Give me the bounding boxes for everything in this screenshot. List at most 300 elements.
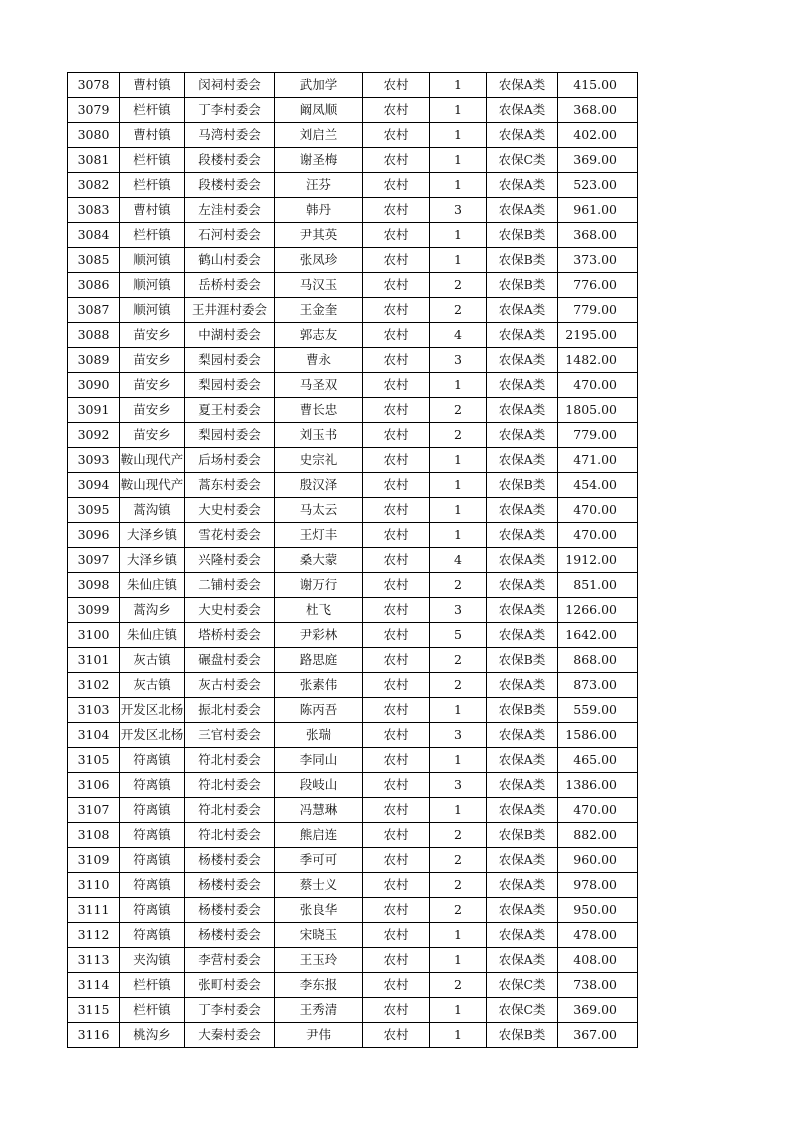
township-cell: 桃沟乡: [120, 1023, 185, 1048]
household-count-cell: 2: [430, 848, 487, 873]
insurance-class-cell: 农保A类: [487, 448, 558, 473]
household-count-cell: 2: [430, 423, 487, 448]
name-cell: 郭志友: [275, 323, 363, 348]
serial-cell: 3096: [68, 523, 120, 548]
serial-cell: 3107: [68, 798, 120, 823]
household-count-cell: 2: [430, 648, 487, 673]
table-row: [68, 973, 638, 998]
village-cell: 石河村委会: [185, 223, 275, 248]
insurance-class-cell: 农保A类: [487, 923, 558, 948]
name-cell: 王玉玲: [275, 948, 363, 973]
name-cell: 谢万行: [275, 573, 363, 598]
village-cell: 杨楼村委会: [185, 923, 275, 948]
table-row: [68, 723, 638, 748]
serial-cell: 3112: [68, 923, 120, 948]
table-body: [68, 73, 638, 1048]
area-type-cell: 农村: [363, 998, 430, 1023]
serial-cell: 3089: [68, 348, 120, 373]
township-cell: 符离镇: [120, 748, 185, 773]
area-type-cell: 农村: [363, 273, 430, 298]
township-cell: 栏杆镇: [120, 98, 185, 123]
table-row: [68, 948, 638, 973]
area-type-cell: 农村: [363, 873, 430, 898]
village-cell: 杨楼村委会: [185, 873, 275, 898]
area-type-cell: 农村: [363, 323, 430, 348]
insurance-class-cell: 农保A类: [487, 373, 558, 398]
area-type-cell: 农村: [363, 748, 430, 773]
amount-cell: 454.00: [558, 473, 638, 498]
name-cell: 季可可: [275, 848, 363, 873]
name-cell: 谢圣梅: [275, 148, 363, 173]
household-count-cell: 1: [430, 223, 487, 248]
name-cell: 曹长忠: [275, 398, 363, 423]
amount-cell: 779.00: [558, 423, 638, 448]
household-count-cell: 1: [430, 123, 487, 148]
household-count-cell: 1: [430, 923, 487, 948]
table-row: [68, 598, 638, 623]
area-type-cell: 农村: [363, 498, 430, 523]
table-row: [68, 673, 638, 698]
insurance-class-cell: 农保A类: [487, 173, 558, 198]
serial-cell: 3115: [68, 998, 120, 1023]
name-cell: 汪芬: [275, 173, 363, 198]
insurance-class-cell: 农保A类: [487, 798, 558, 823]
amount-cell: 373.00: [558, 248, 638, 273]
household-count-cell: 3: [430, 773, 487, 798]
amount-cell: 523.00: [558, 173, 638, 198]
household-count-cell: 2: [430, 398, 487, 423]
village-cell: 丁李村委会: [185, 98, 275, 123]
township-cell: 符离镇: [120, 798, 185, 823]
table-row: [68, 398, 638, 423]
insurance-class-cell: 农保B类: [487, 1023, 558, 1048]
table-row: [68, 173, 638, 198]
amount-cell: 1386.00: [558, 773, 638, 798]
table-row: [68, 448, 638, 473]
table-row: [68, 248, 638, 273]
table-row: [68, 523, 638, 548]
table-row: [68, 873, 638, 898]
township-cell: 鞍山现代产: [120, 473, 185, 498]
name-cell: 冯慧琳: [275, 798, 363, 823]
name-cell: 尹伟: [275, 1023, 363, 1048]
amount-cell: 369.00: [558, 148, 638, 173]
serial-cell: 3078: [68, 73, 120, 98]
amount-cell: 470.00: [558, 798, 638, 823]
village-cell: 段楼村委会: [185, 148, 275, 173]
insurance-class-cell: 农保A类: [487, 398, 558, 423]
name-cell: 王金奎: [275, 298, 363, 323]
amount-cell: 950.00: [558, 898, 638, 923]
area-type-cell: 农村: [363, 898, 430, 923]
village-cell: 段楼村委会: [185, 173, 275, 198]
township-cell: 苗安乡: [120, 348, 185, 373]
village-cell: 张町村委会: [185, 973, 275, 998]
amount-cell: 978.00: [558, 873, 638, 898]
township-cell: 朱仙庄镇: [120, 623, 185, 648]
amount-cell: 776.00: [558, 273, 638, 298]
village-cell: 李营村委会: [185, 948, 275, 973]
village-cell: 闵祠村委会: [185, 73, 275, 98]
village-cell: 大史村委会: [185, 598, 275, 623]
area-type-cell: 农村: [363, 698, 430, 723]
table-row: [68, 748, 638, 773]
village-cell: 二铺村委会: [185, 573, 275, 598]
name-cell: 桑大蒙: [275, 548, 363, 573]
serial-cell: 3102: [68, 673, 120, 698]
insurance-class-cell: 农保A类: [487, 498, 558, 523]
household-count-cell: 2: [430, 298, 487, 323]
area-type-cell: 农村: [363, 123, 430, 148]
table-row: [68, 223, 638, 248]
area-type-cell: 农村: [363, 723, 430, 748]
insurance-class-cell: 农保A类: [487, 98, 558, 123]
village-cell: 符北村委会: [185, 798, 275, 823]
serial-cell: 3080: [68, 123, 120, 148]
table-row: [68, 1023, 638, 1048]
name-cell: 熊启连: [275, 823, 363, 848]
insurance-class-cell: 农保B类: [487, 248, 558, 273]
village-cell: 三官村委会: [185, 723, 275, 748]
amount-cell: 2195.00: [558, 323, 638, 348]
township-cell: 蒿沟乡: [120, 598, 185, 623]
insurance-class-cell: 农保A类: [487, 723, 558, 748]
township-cell: 曹村镇: [120, 123, 185, 148]
insurance-class-cell: 农保B类: [487, 823, 558, 848]
serial-cell: 3104: [68, 723, 120, 748]
name-cell: 张素伟: [275, 673, 363, 698]
insurance-class-cell: 农保B类: [487, 273, 558, 298]
serial-cell: 3110: [68, 873, 120, 898]
area-type-cell: 农村: [363, 448, 430, 473]
insurance-class-cell: 农保A类: [487, 198, 558, 223]
table-row: [68, 823, 638, 848]
household-count-cell: 1: [430, 998, 487, 1023]
household-count-cell: 2: [430, 823, 487, 848]
township-cell: 开发区北杨: [120, 698, 185, 723]
township-cell: 灰古镇: [120, 648, 185, 673]
area-type-cell: 农村: [363, 298, 430, 323]
village-cell: 王井涯村委会: [185, 298, 275, 323]
insurance-class-cell: 农保B类: [487, 648, 558, 673]
table-row: [68, 623, 638, 648]
amount-cell: 369.00: [558, 998, 638, 1023]
township-cell: 符离镇: [120, 923, 185, 948]
table-row: [68, 473, 638, 498]
village-cell: 振北村委会: [185, 698, 275, 723]
name-cell: 王灯丰: [275, 523, 363, 548]
name-cell: 韩丹: [275, 198, 363, 223]
insurance-class-cell: 农保A类: [487, 123, 558, 148]
insurance-class-cell: 农保A类: [487, 73, 558, 98]
serial-cell: 3100: [68, 623, 120, 648]
serial-cell: 3101: [68, 648, 120, 673]
amount-cell: 470.00: [558, 373, 638, 398]
table-row: [68, 348, 638, 373]
serial-cell: 3083: [68, 198, 120, 223]
insurance-class-cell: 农保A类: [487, 423, 558, 448]
household-count-cell: 1: [430, 748, 487, 773]
table-row: [68, 423, 638, 448]
village-cell: 大秦村委会: [185, 1023, 275, 1048]
amount-cell: 559.00: [558, 698, 638, 723]
area-type-cell: 农村: [363, 1023, 430, 1048]
township-cell: 蒿沟镇: [120, 498, 185, 523]
serial-cell: 3105: [68, 748, 120, 773]
serial-cell: 3091: [68, 398, 120, 423]
amount-cell: 470.00: [558, 523, 638, 548]
area-type-cell: 农村: [363, 773, 430, 798]
serial-cell: 3086: [68, 273, 120, 298]
amount-cell: 368.00: [558, 98, 638, 123]
village-cell: 左洼村委会: [185, 198, 275, 223]
area-type-cell: 农村: [363, 398, 430, 423]
household-count-cell: 2: [430, 273, 487, 298]
township-cell: 曹村镇: [120, 198, 185, 223]
serial-cell: 3094: [68, 473, 120, 498]
household-count-cell: 2: [430, 573, 487, 598]
village-cell: 灰古村委会: [185, 673, 275, 698]
township-cell: 顺河镇: [120, 248, 185, 273]
insurance-class-cell: 农保C类: [487, 998, 558, 1023]
serial-cell: 3116: [68, 1023, 120, 1048]
name-cell: 陈丙吾: [275, 698, 363, 723]
table-row: [68, 923, 638, 948]
serial-cell: 3103: [68, 698, 120, 723]
table-row: [68, 648, 638, 673]
village-cell: 碾盘村委会: [185, 648, 275, 673]
table-row: [68, 323, 638, 348]
village-cell: 大史村委会: [185, 498, 275, 523]
village-cell: 丁李村委会: [185, 998, 275, 1023]
village-cell: 梨园村委会: [185, 423, 275, 448]
insurance-class-cell: 农保A类: [487, 323, 558, 348]
amount-cell: 415.00: [558, 73, 638, 98]
township-cell: 符离镇: [120, 898, 185, 923]
area-type-cell: 农村: [363, 223, 430, 248]
insurance-class-cell: 农保A类: [487, 873, 558, 898]
village-cell: 后场村委会: [185, 448, 275, 473]
household-count-cell: 1: [430, 173, 487, 198]
amount-cell: 402.00: [558, 123, 638, 148]
serial-cell: 3081: [68, 148, 120, 173]
household-count-cell: 1: [430, 473, 487, 498]
amount-cell: 868.00: [558, 648, 638, 673]
table-row: [68, 373, 638, 398]
name-cell: 李同山: [275, 748, 363, 773]
area-type-cell: 农村: [363, 348, 430, 373]
insurance-class-cell: 农保C类: [487, 148, 558, 173]
household-count-cell: 1: [430, 248, 487, 273]
serial-cell: 3093: [68, 448, 120, 473]
name-cell: 杜飞: [275, 598, 363, 623]
name-cell: 宋晓玉: [275, 923, 363, 948]
township-cell: 符离镇: [120, 773, 185, 798]
area-type-cell: 农村: [363, 848, 430, 873]
insurance-class-cell: 农保A类: [487, 598, 558, 623]
township-cell: 朱仙庄镇: [120, 573, 185, 598]
area-type-cell: 农村: [363, 823, 430, 848]
serial-cell: 3090: [68, 373, 120, 398]
table-row: [68, 198, 638, 223]
serial-cell: 3106: [68, 773, 120, 798]
area-type-cell: 农村: [363, 373, 430, 398]
table-row: [68, 773, 638, 798]
name-cell: 殷汉泽: [275, 473, 363, 498]
township-cell: 栏杆镇: [120, 173, 185, 198]
area-type-cell: 农村: [363, 648, 430, 673]
township-cell: 苗安乡: [120, 323, 185, 348]
insurance-class-cell: 农保B类: [487, 223, 558, 248]
amount-cell: 470.00: [558, 498, 638, 523]
name-cell: 马圣双: [275, 373, 363, 398]
area-type-cell: 农村: [363, 923, 430, 948]
insurance-class-cell: 农保A类: [487, 898, 558, 923]
area-type-cell: 农村: [363, 798, 430, 823]
table-row: [68, 798, 638, 823]
amount-cell: 465.00: [558, 748, 638, 773]
beneficiary-table: [67, 72, 638, 1048]
serial-cell: 3084: [68, 223, 120, 248]
table-row: [68, 73, 638, 98]
amount-cell: 960.00: [558, 848, 638, 873]
area-type-cell: 农村: [363, 423, 430, 448]
amount-cell: 873.00: [558, 673, 638, 698]
township-cell: 开发区北杨: [120, 723, 185, 748]
household-count-cell: 1: [430, 523, 487, 548]
township-cell: 栏杆镇: [120, 998, 185, 1023]
name-cell: 路思庭: [275, 648, 363, 673]
insurance-class-cell: 农保A类: [487, 673, 558, 698]
area-type-cell: 农村: [363, 573, 430, 598]
household-count-cell: 2: [430, 898, 487, 923]
household-count-cell: 1: [430, 148, 487, 173]
village-cell: 中湖村委会: [185, 323, 275, 348]
serial-cell: 3095: [68, 498, 120, 523]
area-type-cell: 农村: [363, 98, 430, 123]
table-row: [68, 848, 638, 873]
table-row: [68, 123, 638, 148]
township-cell: 栏杆镇: [120, 973, 185, 998]
area-type-cell: 农村: [363, 148, 430, 173]
household-count-cell: 3: [430, 198, 487, 223]
table-row: [68, 573, 638, 598]
household-count-cell: 3: [430, 348, 487, 373]
name-cell: 刘玉书: [275, 423, 363, 448]
table-row: [68, 898, 638, 923]
area-type-cell: 农村: [363, 523, 430, 548]
area-type-cell: 农村: [363, 173, 430, 198]
serial-cell: 3097: [68, 548, 120, 573]
household-count-cell: 1: [430, 798, 487, 823]
household-count-cell: 5: [430, 623, 487, 648]
township-cell: 曹村镇: [120, 73, 185, 98]
insurance-class-cell: 农保B类: [487, 473, 558, 498]
township-cell: 顺河镇: [120, 273, 185, 298]
name-cell: 史宗礼: [275, 448, 363, 473]
table-row: [68, 273, 638, 298]
village-cell: 岳桥村委会: [185, 273, 275, 298]
village-cell: 蒿东村委会: [185, 473, 275, 498]
household-count-cell: 1: [430, 448, 487, 473]
household-count-cell: 3: [430, 598, 487, 623]
area-type-cell: 农村: [363, 198, 430, 223]
serial-cell: 3114: [68, 973, 120, 998]
insurance-class-cell: 农保C类: [487, 973, 558, 998]
household-count-cell: 1: [430, 698, 487, 723]
table-row: [68, 998, 638, 1023]
village-cell: 鹤山村委会: [185, 248, 275, 273]
township-cell: 苗安乡: [120, 398, 185, 423]
township-cell: 栏杆镇: [120, 148, 185, 173]
serial-cell: 3085: [68, 248, 120, 273]
serial-cell: 3088: [68, 323, 120, 348]
township-cell: 栏杆镇: [120, 223, 185, 248]
area-type-cell: 农村: [363, 248, 430, 273]
table-row: [68, 698, 638, 723]
village-cell: 雪花村委会: [185, 523, 275, 548]
amount-cell: 779.00: [558, 298, 638, 323]
village-cell: 符北村委会: [185, 748, 275, 773]
village-cell: 夏王村委会: [185, 398, 275, 423]
township-cell: 鞍山现代产: [120, 448, 185, 473]
insurance-class-cell: 农保A类: [487, 548, 558, 573]
serial-cell: 3087: [68, 298, 120, 323]
serial-cell: 3082: [68, 173, 120, 198]
household-count-cell: 2: [430, 973, 487, 998]
name-cell: 段岐山: [275, 773, 363, 798]
name-cell: 尹彩林: [275, 623, 363, 648]
household-count-cell: 1: [430, 948, 487, 973]
name-cell: 张瑞: [275, 723, 363, 748]
township-cell: 顺河镇: [120, 298, 185, 323]
table-row: [68, 148, 638, 173]
household-count-cell: 3: [430, 723, 487, 748]
insurance-class-cell: 农保B类: [487, 698, 558, 723]
insurance-class-cell: 农保A类: [487, 348, 558, 373]
area-type-cell: 农村: [363, 973, 430, 998]
township-cell: 大泽乡镇: [120, 523, 185, 548]
village-cell: 马湾村委会: [185, 123, 275, 148]
area-type-cell: 农村: [363, 598, 430, 623]
amount-cell: 471.00: [558, 448, 638, 473]
amount-cell: 1586.00: [558, 723, 638, 748]
township-cell: 符离镇: [120, 823, 185, 848]
township-cell: 大泽乡镇: [120, 548, 185, 573]
amount-cell: 1642.00: [558, 623, 638, 648]
name-cell: 马汉玉: [275, 273, 363, 298]
amount-cell: 478.00: [558, 923, 638, 948]
insurance-class-cell: 农保A类: [487, 748, 558, 773]
area-type-cell: 农村: [363, 473, 430, 498]
serial-cell: 3079: [68, 98, 120, 123]
insurance-class-cell: 农保A类: [487, 948, 558, 973]
household-count-cell: 1: [430, 98, 487, 123]
insurance-class-cell: 农保A类: [487, 523, 558, 548]
village-cell: 梨园村委会: [185, 373, 275, 398]
name-cell: 蔡士义: [275, 873, 363, 898]
name-cell: 张良华: [275, 898, 363, 923]
village-cell: 梨园村委会: [185, 348, 275, 373]
area-type-cell: 农村: [363, 948, 430, 973]
township-cell: 符离镇: [120, 848, 185, 873]
amount-cell: 961.00: [558, 198, 638, 223]
insurance-class-cell: 农保A类: [487, 298, 558, 323]
township-cell: 符离镇: [120, 873, 185, 898]
amount-cell: 408.00: [558, 948, 638, 973]
area-type-cell: 农村: [363, 673, 430, 698]
area-type-cell: 农村: [363, 73, 430, 98]
